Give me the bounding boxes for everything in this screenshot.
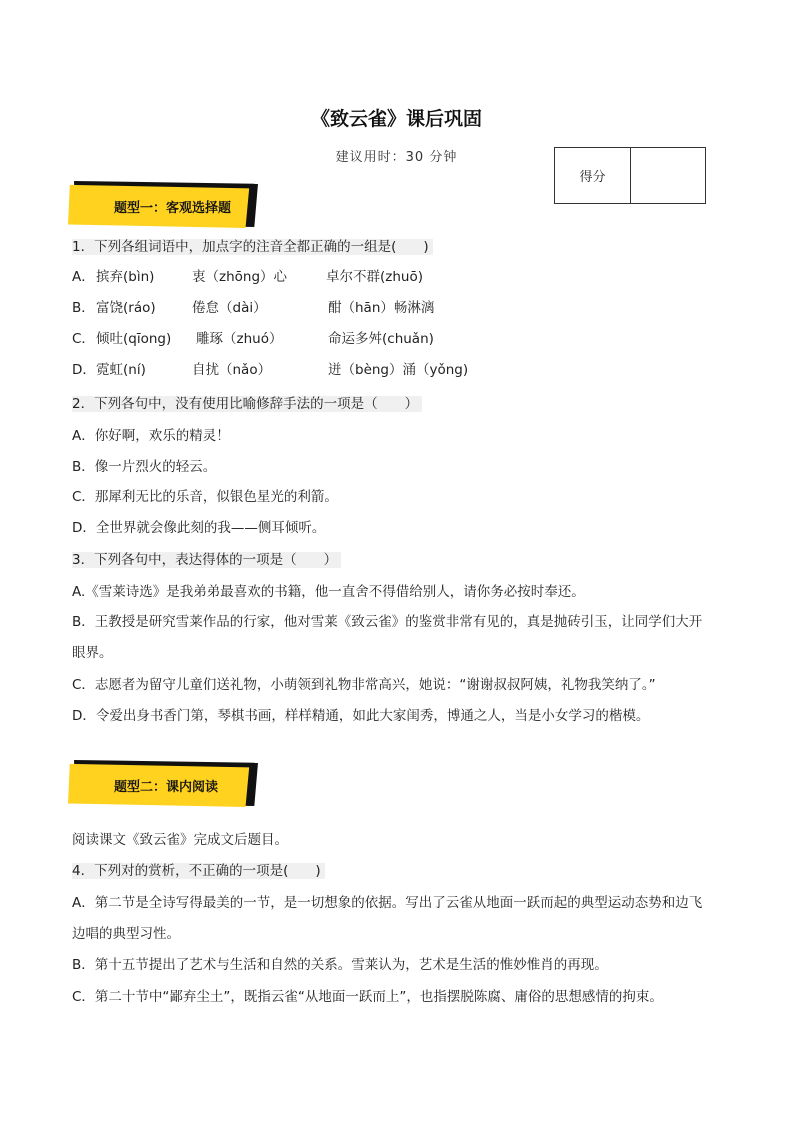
section-banner-objective <box>68 184 255 230</box>
question-1-option-a: A． 摈弃(bìn) 衷（zhōng）心 卓尔不群(zhuō) <box>72 269 423 285</box>
question-4-stem: 4．下列对的赏析，不正确的一项是( ) <box>72 862 325 880</box>
question-2-option-c: C．那犀利无比的乐音，似银色星光的利箭。 <box>72 489 338 505</box>
section-label: 题型一：客观选择题 <box>114 201 232 216</box>
question-1-option-c: C． 倾吐(qīong) 雕琢（zhuó） 命运多舛(chuǎn) <box>72 331 434 347</box>
question-3-option-a: A.《雪莱诗选》是我弟弟最喜欢的书籍，他一直舍不得借给别人，请你务必按时奉还。 <box>72 584 585 600</box>
question-2-stem: 2．下列各句中，没有使用比喻修辞手法的一项是（ ） <box>72 395 422 413</box>
question-3-option-b: B．王教授是研究雪莱作品的行家，他对雪莱《致云雀》的鉴赏非常有见的，真是抛砖引玉，让同学们大开 <box>72 614 703 630</box>
question-4-option-c: C．第二十节中“鄙弃尘土”，既指云雀“从地面一跃而上”，也指摆脱陈腐、庸俗的思想感情的拘束。 <box>72 989 663 1005</box>
question-4-option-a: A．第二节是全诗写得最美的一节，是一切想象的依据。写出了云雀从地面一跃而起的典型运动态势和边飞 <box>72 895 703 911</box>
section-label: 题型二：课内阅读 <box>114 780 219 795</box>
question-2-option-d: D．全世界就会像此刻的我——侧耳倾听。 <box>72 520 326 536</box>
question-3-option-c: C．志愿者为留守儿童们送礼物，小萌领到礼物非常高兴，她说：“谢谢叔叔阿姨，礼物我笑纳了。” <box>72 677 656 693</box>
question-1-option-b: B． 富饶(ráo) 倦怠（dài） 酣（hān）畅淋漓 <box>72 300 435 316</box>
question-4-option-a-cont: 边唱的典型习性。 <box>72 926 180 942</box>
score-label: 得分 <box>555 148 631 203</box>
section-banner-reading <box>68 763 255 809</box>
question-1-option-d: D． 霓虹(ní) 自扰（nǎo） 迸（bèng）涌（yǒng) <box>72 362 469 378</box>
question-2-option-b: B．像一片烈火的轻云。 <box>72 459 217 475</box>
suggested-time: 建议用时：30 分钟 <box>335 150 458 165</box>
question-2-option-a: A．你好啊，欢乐的精灵！ <box>72 428 230 444</box>
question-4-option-b: B．第十五节提出了艺术与生活和自然的关系。雪莱认为，艺术是生活的惟妙惟肖的再现。 <box>72 957 608 973</box>
question-1-stem: 1．下列各组词语中，加点字的注音全都正确的一组是( ) <box>72 238 433 256</box>
question-3-option-b-cont: 眼界。 <box>72 645 113 661</box>
page-title: 《致云雀》课后巩固 <box>310 108 482 130</box>
score-box <box>554 147 706 204</box>
question-3-stem: 3．下列各句中，表达得体的一项是（ ） <box>72 551 341 569</box>
reading-instruction: 阅读课文《致云雀》完成文后题目。 <box>72 832 288 848</box>
question-3-option-d: D．令爱出身书香门第，琴棋书画，样样精通，如此大家闺秀，博通之人，当是小女学习的楷模。 <box>72 708 650 724</box>
score-value <box>631 148 705 203</box>
